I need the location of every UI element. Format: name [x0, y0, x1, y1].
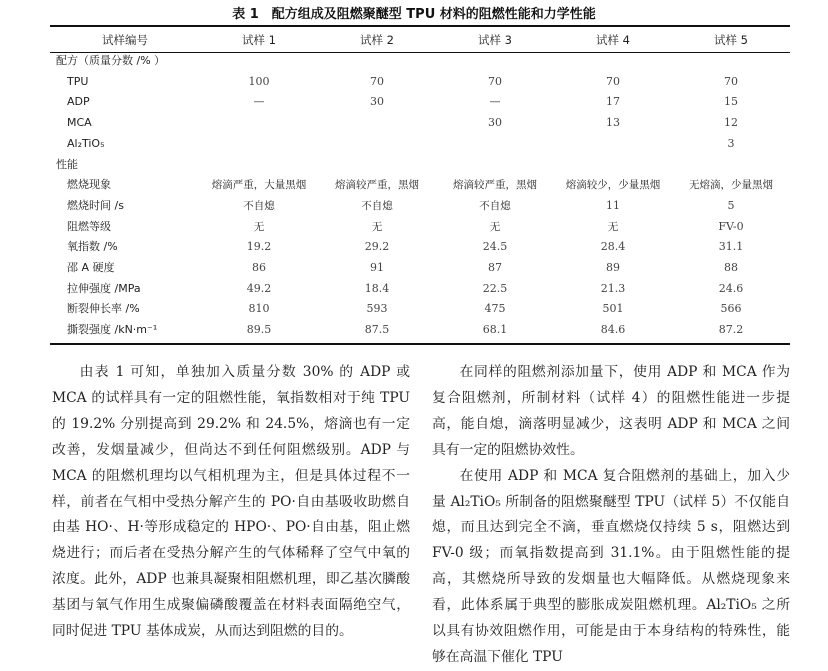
cell: 100	[248, 74, 270, 88]
cell: 89.5	[246, 323, 272, 337]
cell: 593	[366, 302, 388, 316]
table-row	[50, 258, 790, 279]
column-header: 试样 3	[478, 33, 512, 47]
cell: 88	[724, 261, 738, 275]
body-paragraph: 在使用 ADP 和 MCA 复合阻燃剂的基础上，加入少量 Al₂TiO₅ 所制备的阻燃聚醚型 TPU（试样 5）不仅能自熄，而且达到完全不滴，垂直燃烧仅持续 5 s，阻燃达到 FV-0 级；而氧指数提高到 31.1%。由于阻燃性能的提高，其燃烧所导致的发烟量也大幅降低。从燃烧现象来看，此体系属于典型的膨胀成炭阻燃机理。Al₂TiO₅ 之所以具有协效阻燃作用，可能是由于本身结构的特殊性，能够在高温下催化 TPU	[432, 467, 790, 665]
cell: 不自熄	[479, 199, 511, 212]
section-label: 配方（质量分数 /% ）	[56, 54, 166, 67]
cell: 87	[488, 261, 502, 275]
body-paragraph: 在同样的阻燃剂添加量下，使用 ADP 和 MCA 作为复合阻燃剂，所制材料（试样 4）的阻燃性能进一步提高，能自熄，滴落明显减少，这表明 ADP 和 MCA 之间具有一定的阻燃协效性。	[432, 364, 790, 458]
cell: 24.5	[482, 240, 508, 254]
table-caption: 表 1 配方组成及阻燃聚醚型 TPU 材料的阻燃性能和力学性能	[232, 7, 596, 22]
row-label: 阻燃等级	[67, 219, 111, 233]
cell	[436, 134, 554, 155]
cell	[200, 134, 318, 155]
row-label: 撕裂强度 /kN·m⁻¹	[67, 323, 158, 337]
cell: 无	[371, 220, 383, 233]
cell: 熔滴较少，少量黑烟	[565, 179, 661, 192]
cell: 89	[606, 261, 620, 275]
cell: 12	[724, 116, 738, 130]
table-row	[50, 237, 790, 258]
section-row-formula	[50, 51, 790, 72]
column-header: 试样编号	[102, 33, 148, 47]
cell: 13	[606, 116, 620, 130]
cell: —	[489, 95, 501, 109]
row-label: 燃烧现象	[67, 178, 111, 192]
cell: 19.2	[246, 240, 272, 254]
row-label: Al₂TiO₅	[67, 136, 105, 150]
body-paragraph: 由表 1 可知，单独加入质量分数 30% 的 ADP 或 MCA 的试样具有一定的阻燃性能，氧指数相对于纯 TPU 的 19.2% 分别提高到 29.2% 和 24.5%，熔滴也有一定改善，发烟量减少，但尚达不到任何阻燃级别。ADP 与 MCA 的阻燃机理均以气相机理为主，但是具体过程不一样，前者在气相中受热分解产生的 PO·自由基吸收助燃自由基 HO·、H·等形成稳定的 HPO·、PO·自由基，阻止燃烧进行；而后者在受热分解产生的气体稀释了空气中氧的浓度。此外，ADP 也兼具凝聚相阻燃机理，即乙基次膦酸基团与氧气作用生成聚偏磷酸覆盖在材料表面隔绝空气，同时促进 TPU 基体成炭，从而达到阻燃的目的。	[52, 364, 410, 640]
table-row	[50, 299, 790, 320]
cell	[554, 134, 672, 155]
column-header: 试样 4	[596, 33, 630, 47]
cell: 不自熄	[361, 199, 393, 212]
cell: 30	[370, 95, 384, 109]
cell: 86	[252, 261, 266, 275]
cell: 810	[248, 302, 270, 316]
section-row-performance	[50, 155, 790, 176]
table-row	[50, 279, 790, 300]
table-row	[50, 72, 790, 93]
column-header: 试样 1	[242, 33, 276, 47]
row-label: 氧指数 /%	[67, 240, 118, 254]
table-row	[50, 217, 790, 238]
column-header: 试样 2	[360, 33, 394, 47]
cell: 18.4	[364, 281, 390, 295]
properties-table	[50, 29, 790, 341]
body-column-right	[432, 360, 790, 671]
column-header: 试样 5	[714, 33, 748, 47]
cell: 29.2	[364, 240, 390, 254]
cell: 无	[253, 220, 265, 233]
cell: 不自熄	[243, 199, 275, 212]
row-label: TPU	[67, 74, 89, 88]
cell: 无熔滴，少量黑烟	[689, 179, 773, 192]
table-row	[50, 196, 790, 217]
row-label: 断裂伸长率 /%	[67, 302, 140, 316]
cell: 17	[606, 95, 620, 109]
section-label: 性能	[56, 157, 78, 171]
table-row	[50, 320, 790, 341]
cell: 501	[602, 302, 624, 316]
row-label: ADP	[67, 95, 90, 109]
cell: 566	[720, 302, 742, 316]
table-row	[50, 175, 790, 196]
cell: 70	[488, 74, 502, 88]
row-label: MCA	[67, 116, 92, 130]
row-label: 燃烧时间 /s	[67, 198, 124, 212]
cell: 熔滴严重，大量黑烟	[211, 179, 307, 192]
cell: 15	[724, 95, 738, 109]
cell: 5	[727, 198, 735, 212]
cell: 22.5	[482, 281, 508, 295]
cell	[200, 113, 318, 134]
cell: 84.6	[600, 323, 626, 337]
cell	[318, 134, 436, 155]
cell: 31.1	[718, 240, 744, 254]
cell: 21.3	[600, 281, 626, 295]
cell	[318, 113, 436, 134]
cell: 30	[488, 116, 502, 130]
cell: 无	[607, 220, 619, 233]
cell: 68.1	[482, 323, 508, 337]
row-label: 拉伸强度 /MPa	[67, 281, 141, 295]
table-bottom-rule	[50, 343, 790, 345]
cell: 24.6	[718, 281, 744, 295]
table-row	[50, 113, 790, 134]
cell: 3	[727, 136, 735, 150]
cell: 49.2	[246, 281, 272, 295]
table-header-row	[50, 29, 790, 51]
cell: 70	[606, 74, 620, 88]
cell: 87.5	[364, 323, 390, 337]
table-row	[50, 92, 790, 113]
cell: —	[253, 95, 265, 109]
cell: 91	[370, 261, 384, 275]
cell: 熔滴较严重，黑烟	[335, 179, 419, 192]
cell: 11	[606, 198, 620, 212]
table-row	[50, 134, 790, 155]
body-column-left	[52, 360, 410, 645]
cell: 475	[484, 302, 506, 316]
table-top-rule	[50, 25, 790, 27]
cell: 70	[724, 74, 738, 88]
row-label: 邵 A 硬度	[67, 261, 115, 275]
cell: 28.4	[600, 240, 626, 254]
cell: 70	[370, 74, 384, 88]
cell: 87.2	[718, 323, 744, 337]
cell: 熔滴较严重，黑烟	[453, 179, 537, 192]
cell: FV-0	[718, 219, 744, 233]
cell: 无	[489, 220, 501, 233]
